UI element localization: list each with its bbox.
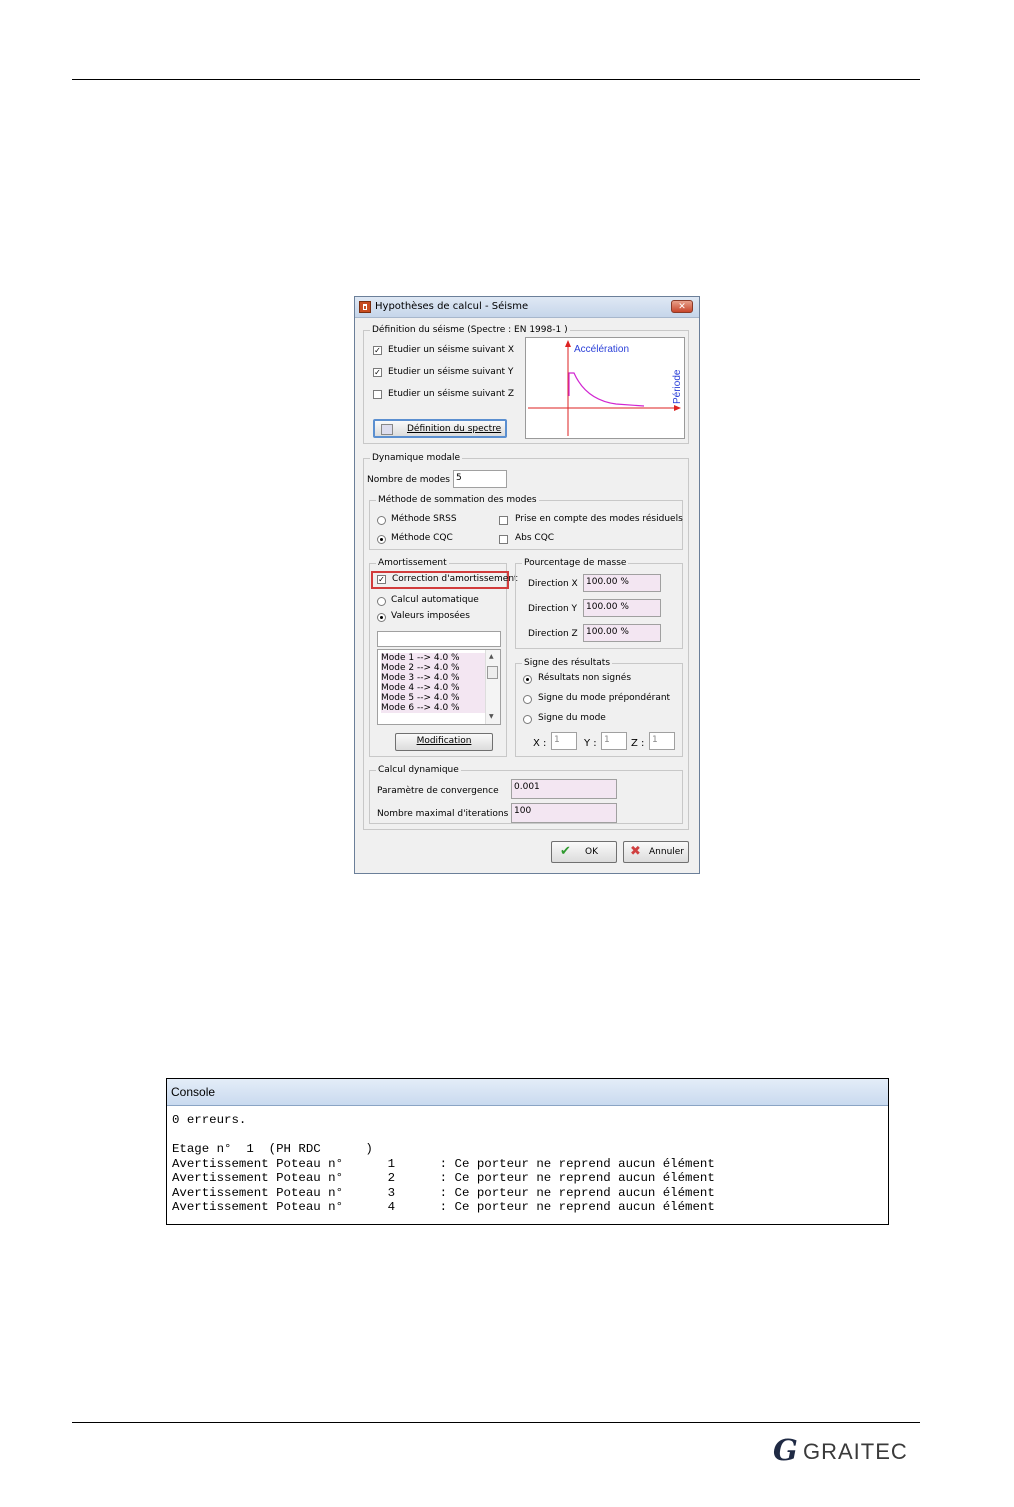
auto-damping-label: Calcul automatique bbox=[391, 595, 479, 605]
study-z-label: Etudier un séisme suivant Z bbox=[388, 389, 515, 399]
list-item[interactable]: Mode 1 --> 4.0 % bbox=[381, 653, 485, 663]
study-y-label: Etudier un séisme suivant Y bbox=[388, 367, 514, 377]
app-icon bbox=[359, 301, 371, 313]
spectrum-chart bbox=[525, 337, 685, 439]
cqc-label: Méthode CQC bbox=[391, 533, 453, 543]
study-y-checkbox[interactable]: ✓ bbox=[374, 368, 381, 377]
cancel-button[interactable] bbox=[623, 841, 689, 863]
console-titlebar bbox=[167, 1079, 888, 1106]
study-x-checkbox[interactable]: ✓ bbox=[374, 346, 381, 355]
convergence-input[interactable]: 0.001 bbox=[511, 779, 617, 799]
graitec-logo-text: GRAITEC bbox=[803, 1439, 908, 1464]
console-line: Avertissement Poteau n° 2 : Ce porteur ne reprend aucun élément bbox=[172, 1171, 715, 1185]
convergence-label: Paramètre de convergence bbox=[377, 786, 499, 796]
imposed-values-label: Valeurs imposées bbox=[391, 611, 470, 621]
summation-method-legend: Méthode de sommation des modes bbox=[378, 495, 537, 505]
list-item[interactable]: Mode 5 --> 4.0 % bbox=[381, 693, 485, 703]
damping-modes-list[interactable] bbox=[377, 649, 501, 725]
modes-count-label: Nombre de modes bbox=[367, 475, 450, 485]
imposed-values-radio[interactable] bbox=[377, 613, 386, 622]
max-iterations-label: Nombre maximal d'iterations bbox=[377, 809, 509, 819]
dynamic-calc-legend: Calcul dynamique bbox=[378, 765, 459, 775]
graitec-logo-mark: G bbox=[773, 1433, 798, 1467]
footer-rule bbox=[72, 1422, 920, 1423]
x-axis-arrow bbox=[674, 405, 681, 411]
sign-z-input[interactable]: 1 bbox=[649, 732, 675, 750]
scroll-thumb[interactable] bbox=[487, 666, 498, 679]
mode-sign-radio[interactable] bbox=[523, 715, 532, 724]
header-rule bbox=[72, 79, 920, 80]
direction-z-input[interactable]: 100.00 % bbox=[583, 624, 661, 642]
seismic-hypotheses-dialog bbox=[354, 296, 700, 874]
cancel-label: Annuler bbox=[649, 847, 685, 857]
console-output bbox=[172, 1113, 715, 1215]
damping-correction-checkbox[interactable]: ✓ bbox=[378, 575, 385, 584]
console-line bbox=[172, 1128, 715, 1143]
study-x-label: Etudier un séisme suivant X bbox=[388, 345, 515, 355]
ok-button[interactable] bbox=[551, 841, 617, 863]
console-line: Avertissement Poteau n° 3 : Ce porteur ne reprend aucun élément bbox=[172, 1185, 715, 1200]
unsigned-results-radio[interactable] bbox=[523, 675, 532, 684]
abs-cqc-label: Abs CQC bbox=[515, 533, 555, 543]
list-item[interactable]: Mode 6 --> 4.0 % bbox=[381, 703, 485, 713]
spectrum-definition-button[interactable] bbox=[373, 419, 507, 438]
direction-z-label: Direction Z bbox=[528, 629, 578, 639]
predominant-sign-label: Signe du mode prépondérant bbox=[538, 693, 671, 703]
spectrum-chart-svg bbox=[526, 338, 684, 438]
console-line: Avertissement Poteau n° 4 : Ce porteur ne reprend aucun élément bbox=[172, 1200, 715, 1214]
spectrum-curve bbox=[569, 373, 644, 406]
spectrum-definition-label: Définition du spectre bbox=[407, 424, 502, 434]
srss-label: Méthode SRSS bbox=[391, 514, 457, 524]
scroll-up-icon[interactable]: ▲ bbox=[489, 653, 494, 660]
mass-percentage-legend: Pourcentage de masse bbox=[524, 558, 627, 568]
direction-x-input[interactable]: 100.00 % bbox=[583, 574, 661, 592]
study-z-checkbox[interactable] bbox=[373, 390, 382, 399]
modification-button[interactable]: Modification bbox=[395, 733, 493, 751]
auto-damping-radio[interactable] bbox=[377, 597, 386, 606]
dialog-titlebar[interactable] bbox=[355, 297, 699, 318]
mode-sign-label: Signe du mode bbox=[538, 713, 606, 723]
console-line: Avertissement Poteau n° 1 : Ce porteur ne reprend aucun élément bbox=[172, 1156, 715, 1171]
close-button[interactable]: ✕ bbox=[671, 300, 693, 313]
direction-y-input[interactable]: 100.00 % bbox=[583, 599, 661, 617]
direction-y-label: Direction Y bbox=[528, 604, 578, 614]
console-line: Etage n° 1 (PH RDC ) bbox=[172, 1142, 373, 1156]
damping-value-input[interactable] bbox=[377, 631, 501, 647]
direction-x-label: Direction X bbox=[528, 579, 578, 589]
list-item[interactable]: Mode 4 --> 4.0 % bbox=[381, 683, 485, 693]
sign-z-label: Z : bbox=[631, 738, 645, 749]
unsigned-results-label: Résultats non signés bbox=[538, 673, 632, 683]
console-line: 0 erreurs. bbox=[172, 1113, 247, 1127]
spectrum-icon bbox=[381, 424, 393, 435]
acceleration-label: Accélération bbox=[574, 344, 630, 355]
graitec-logo bbox=[773, 1431, 913, 1465]
console-window bbox=[166, 1078, 889, 1225]
sign-x-label: X : bbox=[533, 738, 547, 749]
list-item[interactable]: Mode 2 --> 4.0 % bbox=[381, 663, 485, 673]
dialog-title: Hypothèses de calcul - Séisme bbox=[375, 301, 529, 312]
seismic-definition-legend: Définition du séisme (Spectre : EN 1998-1 ) bbox=[372, 325, 568, 335]
result-sign-legend: Signe des résultats bbox=[524, 658, 611, 668]
cqc-radio[interactable] bbox=[377, 535, 386, 544]
sign-y-label: Y : bbox=[584, 738, 597, 749]
sign-x-input[interactable]: 1 bbox=[551, 732, 577, 750]
max-iterations-input[interactable]: 100 bbox=[511, 803, 617, 823]
modal-dynamics-legend: Dynamique modale bbox=[372, 453, 461, 463]
modes-count-input[interactable]: 5 bbox=[453, 470, 507, 488]
damping-correction-label: Correction d'amortissement bbox=[392, 574, 518, 584]
sign-y-input[interactable]: 1 bbox=[601, 732, 627, 750]
damping-legend: Amortissement bbox=[378, 558, 447, 568]
y-axis-arrow bbox=[565, 340, 571, 347]
scroll-down-icon[interactable]: ▼ bbox=[489, 713, 494, 720]
list-item[interactable]: Mode 3 --> 4.0 % bbox=[381, 673, 485, 683]
list-scrollbar[interactable] bbox=[485, 650, 500, 724]
ok-label: OK bbox=[585, 847, 598, 857]
cancel-icon: ✖ bbox=[630, 844, 641, 859]
residual-modes-checkbox[interactable] bbox=[499, 516, 508, 525]
period-label: Période bbox=[672, 369, 683, 404]
residual-modes-label: Prise en compte des modes résiduels bbox=[515, 514, 683, 524]
predominant-sign-radio[interactable] bbox=[523, 695, 532, 704]
srss-radio[interactable] bbox=[377, 516, 386, 525]
abs-cqc-checkbox[interactable] bbox=[499, 535, 508, 544]
checkmark-icon: ✔ bbox=[560, 844, 571, 859]
console-title: Console bbox=[171, 1085, 216, 1099]
